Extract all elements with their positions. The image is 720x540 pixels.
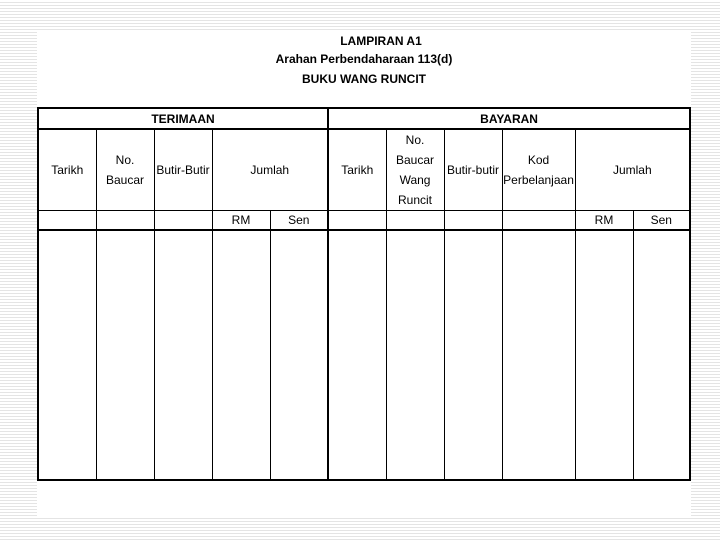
section-header-row — [38, 108, 690, 129]
petty-cash-ledger-table — [37, 107, 691, 481]
empty-cell — [502, 211, 575, 231]
header-label-perbelanjaan: Perbelanjaan — [503, 173, 574, 187]
header-label-baucar: Baucar — [105, 173, 145, 187]
header-label: Butir-Butir — [156, 163, 210, 177]
header-bayaran-jumlah — [575, 129, 690, 211]
entry-bayaran-no-baucar[interactable] — [386, 230, 444, 480]
entry-terimaan-tarikh[interactable] — [38, 230, 96, 480]
entry-bayaran-rm[interactable] — [575, 230, 633, 480]
header-label: Jumlah — [612, 163, 652, 177]
header-terimaan-tarikh — [38, 129, 96, 211]
header-label: Butir-butir — [447, 163, 500, 177]
header-bayaran-tarikh — [328, 129, 386, 211]
header-terimaan-no-baucar — [96, 129, 154, 211]
header-label-runcit: Runcit — [398, 193, 433, 207]
header-bayaran-butir — [444, 129, 502, 211]
header-label-no: No. — [115, 153, 135, 167]
appendix-title: LAMPIRAN A1 — [340, 34, 422, 48]
entry-terimaan-sen[interactable] — [270, 230, 328, 480]
entry-bayaran-butir[interactable] — [444, 230, 502, 480]
book-title: BUKU WANG RUNCIT — [302, 72, 426, 86]
empty-cell — [154, 211, 212, 231]
entry-bayaran-tarikh[interactable] — [328, 230, 386, 480]
bayaran-sen-header: Sen — [633, 211, 690, 231]
terimaan-sen-header: Sen — [270, 211, 328, 231]
empty-cell — [38, 211, 96, 231]
regulation-reference: Arahan Perbendaharaan 113(d) — [275, 52, 453, 66]
header-bayaran-kod-perbelanjaan — [502, 129, 575, 211]
ledger-sheet — [37, 31, 691, 517]
header-terimaan-jumlah — [212, 129, 328, 211]
terimaan-rm-header: RM — [212, 211, 270, 231]
empty-cell — [386, 211, 444, 231]
entry-terimaan-no-baucar[interactable] — [96, 230, 154, 480]
bayaran-rm-header: RM — [575, 211, 633, 231]
empty-cell — [328, 211, 386, 231]
empty-cell — [444, 211, 502, 231]
entry-bayaran-kod[interactable] — [502, 230, 575, 480]
entry-terimaan-butir[interactable] — [154, 230, 212, 480]
header-label-baucar: Baucar — [396, 153, 435, 167]
empty-cell — [96, 211, 154, 231]
header-bayaran-no-baucar-wang-runcit — [386, 129, 444, 211]
header-label: Tarikh — [341, 163, 374, 177]
section-terimaan: TERIMAAN — [38, 108, 328, 129]
section-bayaran: BAYARAN — [328, 108, 690, 129]
header-terimaan-butir — [154, 129, 212, 211]
currency-subheader-row — [38, 211, 690, 231]
entry-terimaan-rm[interactable] — [212, 230, 270, 480]
header-label: Tarikh — [51, 163, 84, 177]
header-label-no: No. — [405, 133, 425, 147]
entry-bayaran-sen[interactable] — [633, 230, 690, 480]
header-label: Jumlah — [250, 163, 290, 177]
header-label-kod: Kod — [527, 153, 550, 167]
entry-area-row — [38, 230, 690, 480]
column-header-row — [38, 129, 690, 211]
header-label-wang: Wang — [399, 173, 431, 187]
